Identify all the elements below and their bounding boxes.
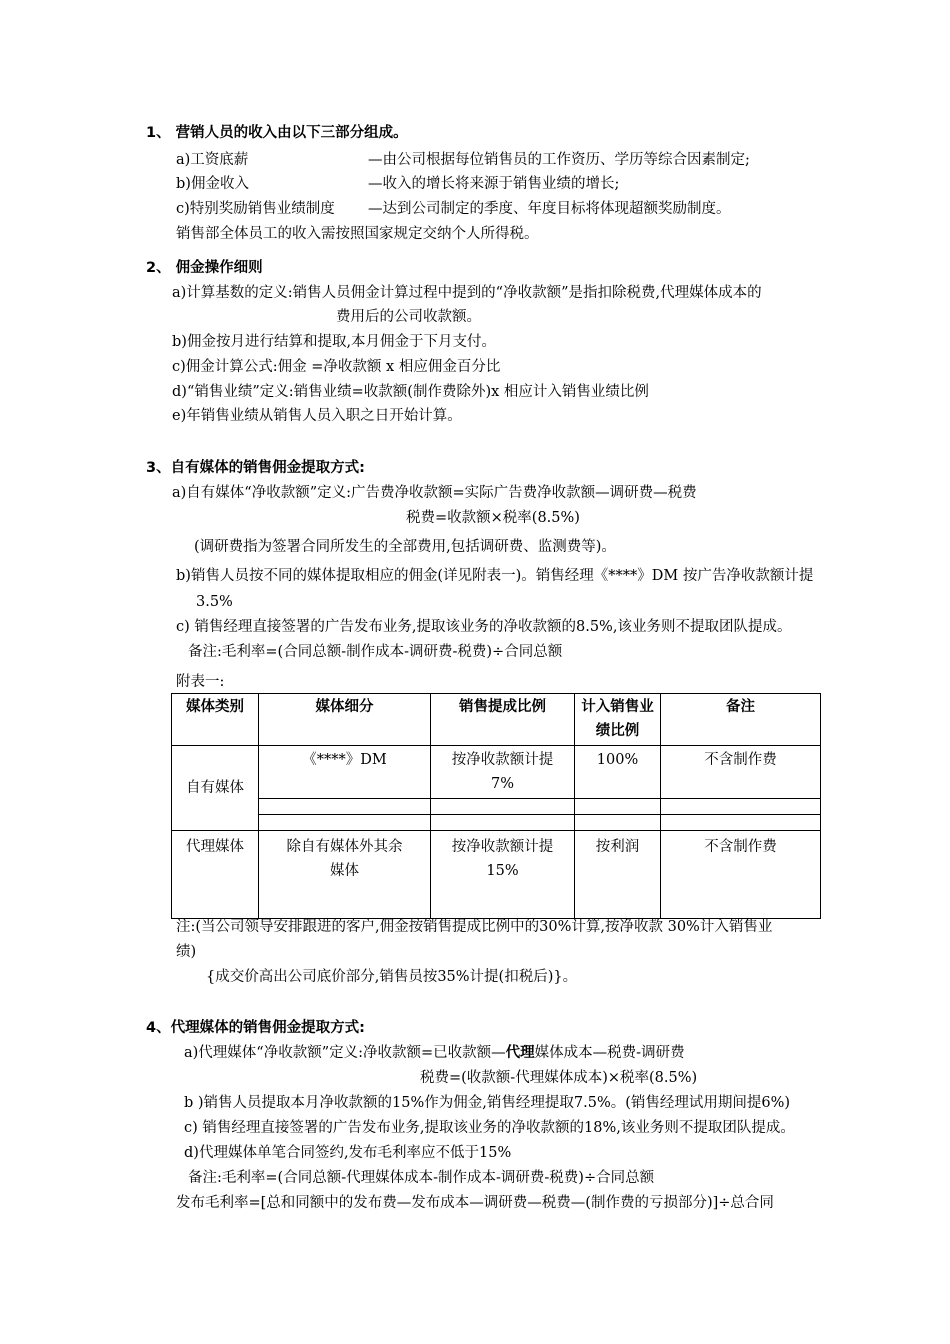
own-media-c: c) 销售经理直接签署的广告发布业务,提取该业务的净收款额的8.5%,该业务则不提取团队提成。 xyxy=(176,619,792,635)
own-media-def-line-2: 税费=收款额×税率(8.5%) xyxy=(406,510,580,526)
cell-own-media-note: 不含制作费 xyxy=(661,746,821,799)
header-remark: 备注 xyxy=(661,694,821,746)
empty-cell xyxy=(575,815,661,831)
rule-a-line-2: 费用后的公司收款额。 xyxy=(336,309,481,325)
empty-cell xyxy=(661,815,821,831)
section-4-heading: 4、代理媒体的销售佣金提取方式: xyxy=(146,1020,365,1036)
tax-note: 销售部全体员工的收入需按照国家规定交纳个人所得税。 xyxy=(176,226,539,242)
table-row xyxy=(172,799,821,815)
rule-b: b)佣金按月进行结算和提取,本月佣金于下月支付。 xyxy=(172,334,497,350)
cell-own-media-ratio: 按净收款额计提 7% xyxy=(431,746,575,799)
income-item-desc: —达到公司制定的季度、年度目标将体现超额奖励制度。 xyxy=(368,201,731,217)
empty-cell xyxy=(431,815,575,831)
cell-agency-media-note: 不含制作费 xyxy=(661,831,821,919)
appendix-label: 附表一: xyxy=(176,674,225,690)
income-item-desc: —收入的增长将来源于销售业绩的增长; xyxy=(368,176,620,192)
table-row xyxy=(172,831,821,919)
own-media-remark: 备注:毛利率=(合同总额-制作成本-调研费-税费)÷合同总额 xyxy=(188,644,563,660)
publish-margin-formula: 发布毛利率=[总和同额中的发布费—发布成本—调研费—税费—(制作费的亏损部分)]÷总合同 xyxy=(176,1195,774,1211)
cell-own-media-sub: 《****》DM xyxy=(259,746,431,799)
table-header-row xyxy=(172,694,821,746)
cell-own-media-category: 自有媒体 xyxy=(172,746,259,831)
table-note-line-2: 绩) xyxy=(176,944,197,960)
empty-cell xyxy=(259,799,431,815)
agency-remark: 备注:毛利率=(合同总额-代理媒体成本-制作成本-调研费-税费)÷合同总额 xyxy=(188,1170,655,1186)
own-media-def-line-1: a)自有媒体“净收款额”定义:广告费净收款额=实际广告费净收款额—调研费—税费 xyxy=(172,485,697,501)
own-media-b-line-2: 3.5% xyxy=(196,594,233,610)
empty-cell xyxy=(431,799,575,815)
cell-own-media-perf: 100% xyxy=(575,746,661,799)
cell-agency-media-sub: 除自有媒体外其余媒体 xyxy=(259,831,431,919)
agency-b: b )销售人员提取本月净收款额的15%作为佣金,销售经理提取7.5%。(销售经理试用期间提6%) xyxy=(184,1095,791,1111)
research-fee-note: (调研费指为签署合同所发生的全部费用,包括调研费、监测费等)。 xyxy=(194,539,616,555)
empty-cell xyxy=(259,815,431,831)
rule-c: c)佣金计算公式:佣金 =净收款额 x 相应佣金百分比 xyxy=(172,359,501,375)
agency-def-prefix: a)代理媒体“净收款额”定义:净收款额=已收款额— xyxy=(184,1045,506,1061)
header-media-category: 媒体类别 xyxy=(172,694,259,746)
agency-def-suffix: 媒体成本—税费-调研费 xyxy=(534,1045,685,1061)
income-item-label: c)特别奖励销售业绩制度 xyxy=(176,201,335,217)
agency-def-line-2: 税费=(收款额-代理媒体成本)×税率(8.5%) xyxy=(420,1070,698,1086)
empty-cell xyxy=(575,799,661,815)
header-performance-ratio: 计入销售业绩比例 xyxy=(575,694,661,746)
agency-c: c) 销售经理直接签署的广告发布业务,提取该业务的净收款额的18%,该业务则不提取团队提成。 xyxy=(184,1120,795,1136)
rule-a-line-1: a)计算基数的定义:销售人员佣金计算过程中提到的“净收款额”是指扣除税费,代理媒体成本的 xyxy=(172,285,762,301)
header-media-sub: 媒体细分 xyxy=(259,694,431,746)
cell-agency-media-category: 代理媒体 xyxy=(172,831,259,919)
table-note-line-1: 注:(当公司领导安排跟进的客户,佣金按销售提成比例中的30%计算,按净收款 30%计入销售业 xyxy=(176,919,773,935)
income-item-label: b)佣金收入 xyxy=(176,176,249,192)
agency-def-line-1 xyxy=(184,1043,685,1063)
agency-def-bold: 代理 xyxy=(505,1044,535,1061)
section-1-heading: 1、 营销人员的收入由以下三部分组成。 xyxy=(146,125,408,141)
cell-agency-media-perf: 按利润 xyxy=(575,831,661,919)
rule-d: d)“销售业绩”定义:销售业绩=收款额(制作费除外)x 相应计入销售业绩比例 xyxy=(172,384,649,400)
rule-e: e)年销售业绩从销售人员入职之日开始计算。 xyxy=(172,408,462,424)
commission-table xyxy=(171,693,821,919)
header-commission-ratio: 销售提成比例 xyxy=(431,694,575,746)
income-item-desc: —由公司根据每位销售员的工作资历、学历等综合因素制定; xyxy=(368,152,750,168)
table-row xyxy=(172,815,821,831)
section-2-heading: 2、 佣金操作细则 xyxy=(146,260,263,276)
table-row xyxy=(172,746,821,799)
agency-d: d)代理媒体单笔合同签约,发布毛利率应不低于15% xyxy=(184,1145,512,1161)
income-item-label: a)工资底薪 xyxy=(176,152,249,168)
section-3-heading: 3、自有媒体的销售佣金提取方式: xyxy=(146,460,365,476)
empty-cell xyxy=(661,799,821,815)
own-media-b-line-1: b)销售人员按不同的媒体提取相应的佣金(详见附表一)。销售经理《****》DM 按广告净收款额计提 xyxy=(176,568,814,584)
table-note-line-3: {成交价高出公司底价部分,销售员按35%计提(扣税后)}。 xyxy=(206,969,578,985)
cell-agency-media-ratio: 按净收款额计提 15% xyxy=(431,831,575,919)
